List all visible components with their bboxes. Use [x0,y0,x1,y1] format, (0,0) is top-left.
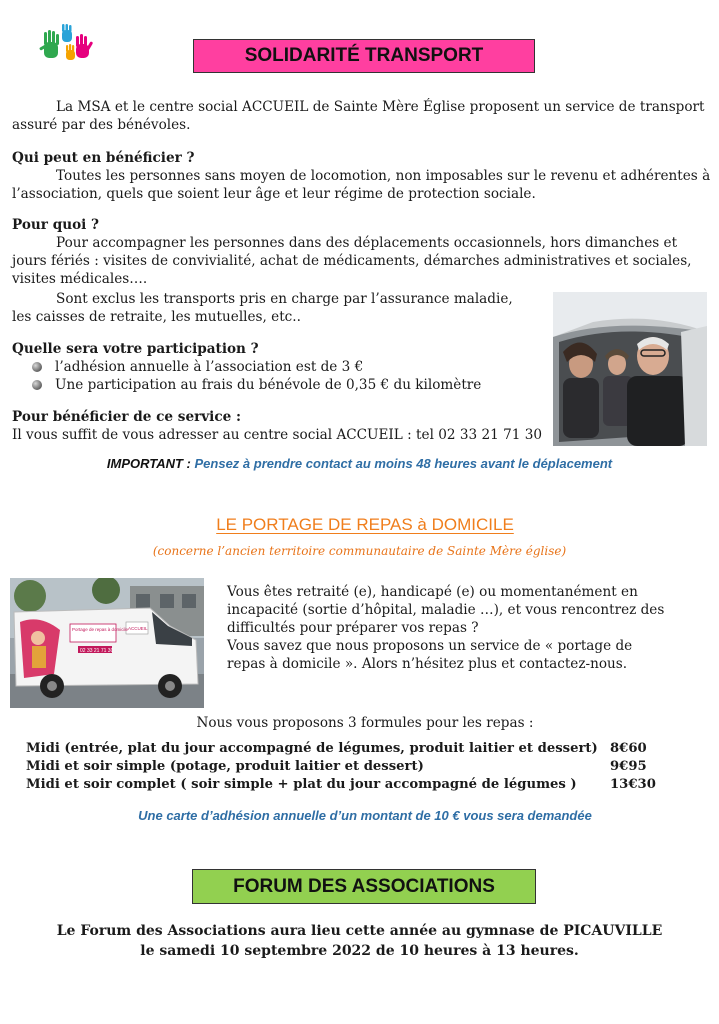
q3-heading: Quelle sera votre participation ? [12,341,259,357]
forum-line1: Le Forum des Associations aura lieu cette année au gymnase de PICAUVILLE [56,923,663,939]
formula-price: 9€95 [610,759,647,774]
table-row [26,776,658,794]
important-notice [0,456,719,471]
forum-title: FORUM DES ASSOCIATIONS [192,869,536,904]
delivery-van-photo [10,578,204,708]
repas-text2: Vous savez que nous proposons un service de « portage de repas à domicile ». Alors n’hésitez plus et contactez-nous. [227,638,633,672]
table-row [26,740,658,758]
formula-price: 13€30 [610,777,656,792]
important-label: IMPORTANT : [106,456,191,471]
hands-logo [38,24,100,68]
formulas-table [26,740,658,794]
bullet-icon [32,362,42,372]
bullet-icon [32,380,42,390]
repas-subtitle: (concerne l’ancien territoire communautaire de Sainte Mère église) [152,544,567,558]
list-item-text: l’adhésion annuelle à l’association est de 3 € [55,359,364,375]
q4-text: Il vous suffit de vous adresser au centre social ACCUEIL : tel 02 33 21 71 30 [12,427,543,443]
participation-list [12,358,532,394]
hands-icon [38,24,100,68]
formula-label: Midi (entrée, plat du jour accompagné de légumes, produit laitier et dessert) [26,741,598,756]
forum-line2: le samedi 10 septembre 2022 de 10 heures à 13 heures. [140,943,579,959]
q2-text2: Sont exclus les transports pris en charge par l’assurance maladie, les caisses de retraite, les mutuelles, etc.. [12,291,513,325]
van-phone-text: 02 33 21 71 30 [80,648,114,654]
formula-price: 8€60 [610,741,647,756]
important-text: Pensez à prendre contact au moins 48 heures avant le déplacement [190,456,613,471]
formula-label: Midi et soir complet ( soir simple + plat du jour accompagné de légumes ) [26,777,577,792]
transport-intro: La MSA et le centre social ACCUEIL de Sainte Mère Église proposent un service de transport assuré par des bénévoles. [12,99,705,133]
table-row [26,758,658,776]
van-brand-text: ACCUEIL [128,626,148,631]
q1-text: Toutes les personnes sans moyen de locomotion, non imposables sur le revenu et adhérentes à l’association, quels que soient leur âge et leur régime de protection sociale. [12,168,711,202]
q1-heading: Qui peut en bénéficier ? [12,150,195,166]
q2-text1: Pour accompagner les personnes dans des déplacements occasionnels, hors dimanches et jours fériés : visites de convivialité, achat de médicaments, démarches administratives et sociales, visites médicales…. [12,235,692,287]
list-item [12,376,532,394]
q4-heading: Pour bénéficier de ce service : [12,409,242,425]
adhesion-note: Une carte d’adhésion annuelle d’un montant de 10 € vous sera demandée [138,808,592,823]
list-item-text: Une participation au frais du bénévole de 0,35 € du kilomètre [55,377,482,393]
q2-heading: Pour quoi ? [12,217,100,233]
van-sign-text: Portage de repas à domicile [72,627,129,632]
formulas-intro: Nous vous proposons 3 formules pour les repas : [196,715,534,731]
repas-text1: Vous êtes retraité (e), handicapé (e) ou momentanément en incapacité (sortie d’hôpital, maladie …), et vous rencontrez des difficultés pour préparer vos repas ? [227,584,665,636]
formula-label: Midi et soir simple (potage, produit laitier et dessert) [26,759,424,774]
transport-title: SOLIDARITÉ TRANSPORT [193,39,535,73]
list-item [12,358,532,376]
repas-title: LE PORTAGE DE REPAS à DOMICILE [216,515,514,534]
car-passengers-photo [553,292,707,446]
